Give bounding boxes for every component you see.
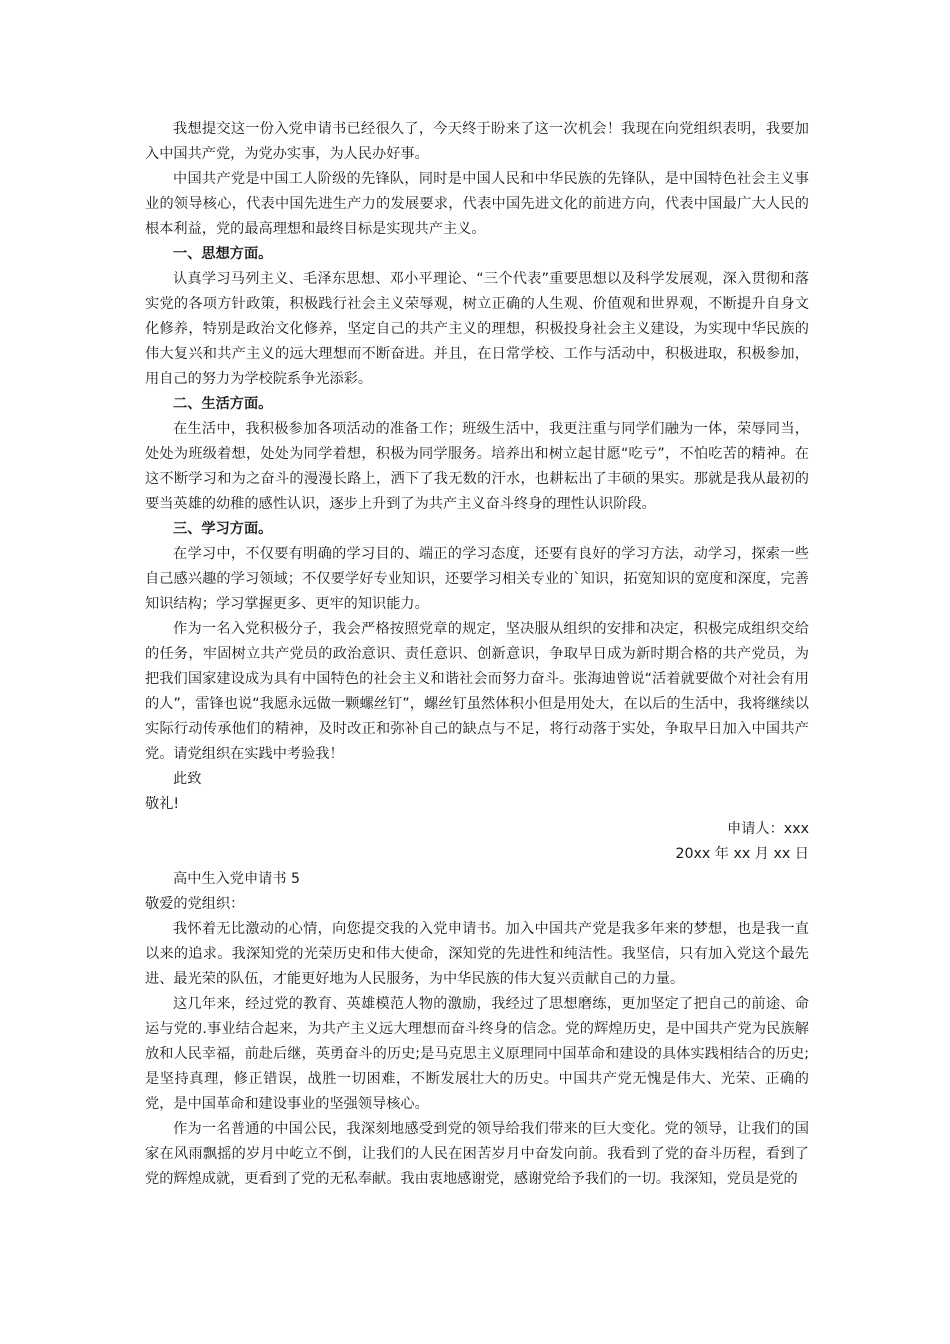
paragraph-thought: 认真学习马列主义、毛泽东思想、邓小平理论、“三个代表”重要思想以及科学发展观，深入贯彻和落实党的各项方针政策，积极践行社会主义荣辱观，树立正确的人生观、价值观和世界观，不断提升自身文化修养，特别是政治文化修养，坚定自己的共产主义的理想，积极投身社会主义建设，为实现中华民族的伟大复兴和共产主义的远大理想而不断奋进。并且，在日常学校、工作与活动中，积极进取，积极参加，用自己的努力为学校院系争光添彩。 bbox=[145, 271, 809, 387]
section-title: 高中生入党申请书 5 bbox=[173, 871, 301, 887]
document-page bbox=[145, 117, 809, 1192]
heading-thought: 一、思想方面。 bbox=[173, 246, 273, 262]
paragraph-citizen: 作为一名普通的中国公民，我深刻地感受到党的领导给我们带来的巨大变化。党的领导，让我们的国家在风雨飘摇的岁月中屹立不倒，让我们的人民在困苦岁月中奋发向前。我看到了党的奋斗历程，看到了党的辉煌成就，更看到了党的无私奉献。我由衷地感谢党，感谢党给予我们的一切。我深知，党员是党的 bbox=[145, 1121, 809, 1187]
greeting: 敬爱的党组织： bbox=[145, 896, 245, 912]
heading-study: 三、学习方面。 bbox=[173, 521, 273, 537]
paragraph-commitment: 作为一名入党积极分子，我会严格按照党章的规定，坚决服从组织的安排和决定，积极完成组织交给的任务，牢固树立共产党员的政治意识、责任意识、创新意识，争取早日成为新时期合格的共产党员，为把我们国家建设成为具有中国特色的社会主义和谐社会而努力奋斗。张海迪曾说“活着就要做个对社会有用的人”，雷锋也说“我愿永远做一颗螺丝钉”，螺丝钉虽然体积小但是用处大，在以后的生活中，我将继续以实际行动传承他们的精神，及时改正和弥补自己的缺点与不足，将行动落于实处，争取早日加入中国共产党。请党组织在实践中考验我！ bbox=[145, 621, 809, 762]
applicant-signature: 申请人：xxx bbox=[727, 821, 809, 837]
paragraph-life: 在生活中，我积极参加各项活动的准备工作；班级生活中，我更注重与同学们融为一体，荣辱同当，处处为班级着想，处处为同学着想，积极为同学服务。培养出和树立起甘愿“吃亏”，不怕吃苦的精神。在这不断学习和为之奋斗的漫漫长路上，洒下了我无数的汗水，也耕耘出了丰硕的果实。那就是我从最初的要当英雄的幼稚的感性认识，逐步上升到了为共产主义奋斗终身的理性认识阶段。 bbox=[145, 421, 809, 512]
closing-regards: 敬礼! bbox=[145, 796, 180, 812]
paragraph-study: 在学习中，不仅要有明确的学习目的、端正的学习态度，还要有良好的学习方法，动学习，探索一些自己感兴趣的学习领域；不仅要学好专业知识，还要学习相关专业的`知识，拓宽知识的宽度和深度，完善知识结构；学习掌握更多、更牢的知识能力。 bbox=[145, 546, 809, 612]
closing-salutation: 此致 bbox=[173, 771, 202, 787]
heading-life: 二、生活方面。 bbox=[173, 396, 273, 412]
application-date: 20xx 年 xx 月 xx 日 bbox=[675, 846, 809, 862]
paragraph-intro: 我想提交这一份入党申请书已经很久了，今天终于盼来了这一次机会！我现在向党组织表明，我要加入中国共产党，为党办实事，为人民办好事。 bbox=[145, 121, 809, 162]
paragraph-motivation: 我怀着无比激动的心情，向您提交我的入党申请书。加入中国共产党是我多年来的梦想，也是我一直以来的追求。我深知党的光荣历史和伟大使命，深知党的先进性和纯洁性。我坚信，只有加入党这个最先进、最光荣的队伍，才能更好地为人民服务，为中华民族的伟大复兴贡献自己的力量。 bbox=[145, 921, 809, 987]
paragraph-party-nature: 中国共产党是中国工人阶级的先锋队，同时是中国人民和中华民族的先锋队，是中国特色社会主义事业的领导核心，代表中国先进生产力的发展要求，代表中国先进文化的前进方向，代表中国最广大人民的根本利益，党的最高理想和最终目标是实现共产主义。 bbox=[145, 171, 809, 237]
paragraph-history: 这几年来，经过党的教育、英雄模范人物的激励，我经过了思想磨练，更加坚定了把自己的前途、命运与党的.事业结合起来，为共产主义远大理想而奋斗终身的信念。党的辉煌历史，是中国共产党为民族解放和人民幸福，前赴后继，英勇奋斗的历史;是马克思主义原理同中国革命和建设的具体实践相结合的历史;是坚持真理，修正错误，战胜一切困难，不断发展壮大的历史。中国共产党无愧是伟大、光荣、正确的党，是中国革命和建设事业的坚强领导核心。 bbox=[145, 996, 809, 1112]
